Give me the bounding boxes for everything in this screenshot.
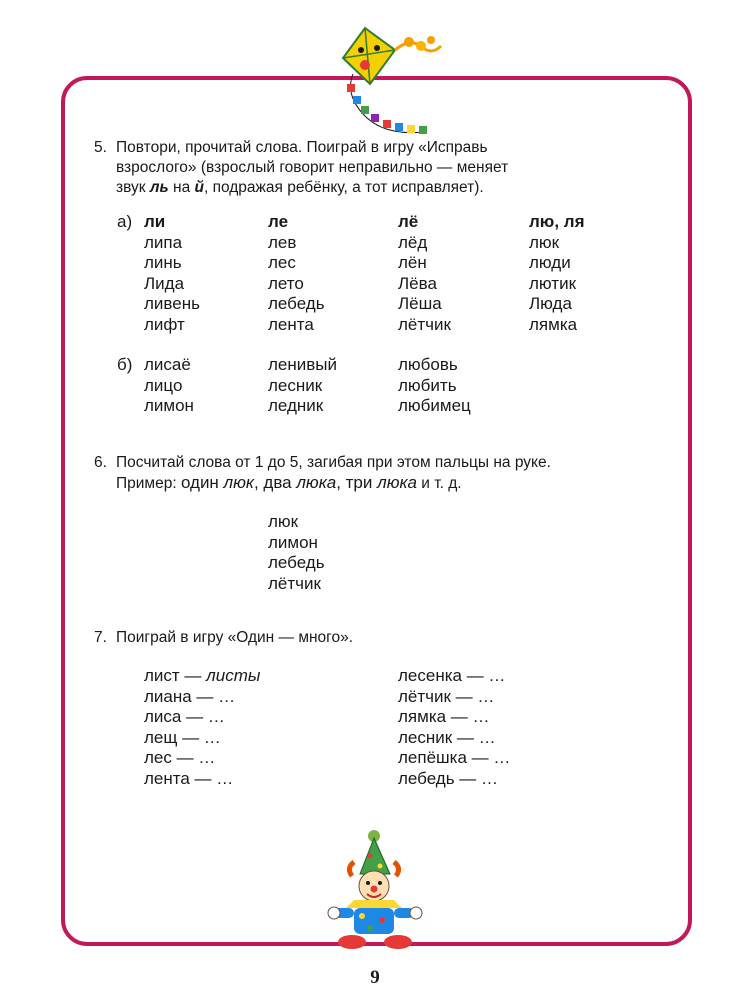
exercise-5: [94, 138, 654, 198]
word: лес: [268, 253, 296, 272]
word-pair: лётчик — …: [398, 686, 495, 706]
word: ледник: [268, 396, 324, 415]
instruction-line: Поиграй в игру «Один — много».: [116, 629, 354, 646]
word: лебедь: [268, 553, 325, 572]
word-pair: лямка — …: [398, 707, 490, 726]
kite-icon: [325, 22, 445, 137]
word: любовь: [398, 355, 458, 374]
word-pair: лиса — …: [144, 707, 225, 726]
word-pair: лес — …: [144, 748, 216, 767]
word-pair: лебедь — …: [398, 768, 499, 788]
word: лёд: [398, 232, 428, 252]
word: лицо: [144, 375, 183, 395]
word: лётчик: [398, 314, 451, 334]
word: Люда: [529, 294, 572, 313]
word: люк: [529, 232, 560, 252]
column: [144, 355, 194, 417]
column-lyu-lya: [529, 212, 584, 335]
word-pair: лещ — …: [144, 727, 221, 747]
word: лебедь: [268, 294, 325, 313]
word-pair: лиана — …: [144, 686, 236, 706]
word-pair: лесник — …: [398, 727, 496, 747]
word: лютик: [529, 273, 577, 293]
instruction-line: взрослого» (взрослый говорит неправильно — меняет: [116, 159, 509, 176]
word: лифт: [144, 314, 185, 334]
word: Лида: [144, 273, 185, 293]
exercise-number: 5.: [94, 139, 107, 156]
word: ленивый: [268, 355, 338, 374]
exercise-6: [94, 453, 684, 495]
word: лимон: [144, 396, 194, 415]
word: лев: [268, 232, 297, 252]
part-a-label: а): [117, 212, 133, 231]
word: лётчик: [268, 573, 321, 593]
word: лисаё: [144, 355, 191, 374]
column-header: лё: [398, 212, 419, 231]
word-pair: лента — …: [144, 768, 234, 788]
instruction-line: Посчитай слова от 1 до 5, загибая при этом пальцы на руке.: [116, 454, 551, 471]
exercise-7: [94, 628, 494, 650]
word: линь: [144, 253, 182, 272]
column-le: [268, 212, 325, 335]
exercise-number: 6.: [94, 454, 107, 471]
word: лесник: [268, 375, 323, 395]
column: [398, 355, 471, 417]
example-line: Пример: один люк, два люка, три люка и т. д.: [116, 473, 462, 492]
word-pair: лесенка — …: [398, 666, 506, 685]
column: [268, 355, 337, 417]
column-header: лю, ля: [529, 212, 585, 231]
word: липа: [144, 232, 183, 252]
count-words: [268, 512, 388, 596]
column-header: ле: [268, 212, 289, 231]
word: лента: [268, 314, 314, 334]
word: лён: [398, 253, 427, 272]
word: Лёва: [398, 273, 437, 293]
one-many-table: [144, 666, 604, 792]
exercise-number: 7.: [94, 629, 107, 646]
word: люди: [529, 253, 571, 272]
word: лето: [268, 273, 304, 293]
page-frame: [61, 76, 692, 946]
word: любимец: [398, 396, 471, 415]
column-li: [144, 212, 200, 335]
column-lyo: [398, 212, 451, 335]
clown-icon: [326, 828, 426, 953]
right-column: [398, 666, 510, 789]
instruction-line: звук ль на й, подражая ребёнку, а тот исправляет).: [116, 179, 484, 196]
part-b-label: б): [117, 355, 133, 374]
word: Лёша: [398, 294, 442, 313]
word: лимон: [268, 532, 318, 552]
column-header: ли: [144, 212, 166, 231]
word: ливень: [144, 294, 200, 313]
instruction-line: Повтори, прочитай слова. Поиграй в игру «Исправь: [116, 139, 488, 156]
word-pair: лист — листы: [144, 666, 261, 685]
left-column: [144, 666, 260, 789]
word: лямка: [529, 314, 578, 334]
word: любить: [398, 375, 457, 395]
part-a-table: [144, 212, 604, 338]
word-pair: лепёшка — …: [398, 748, 511, 767]
page-number: 9: [370, 967, 380, 988]
word: люк: [268, 512, 299, 531]
part-b-table: [144, 355, 544, 419]
